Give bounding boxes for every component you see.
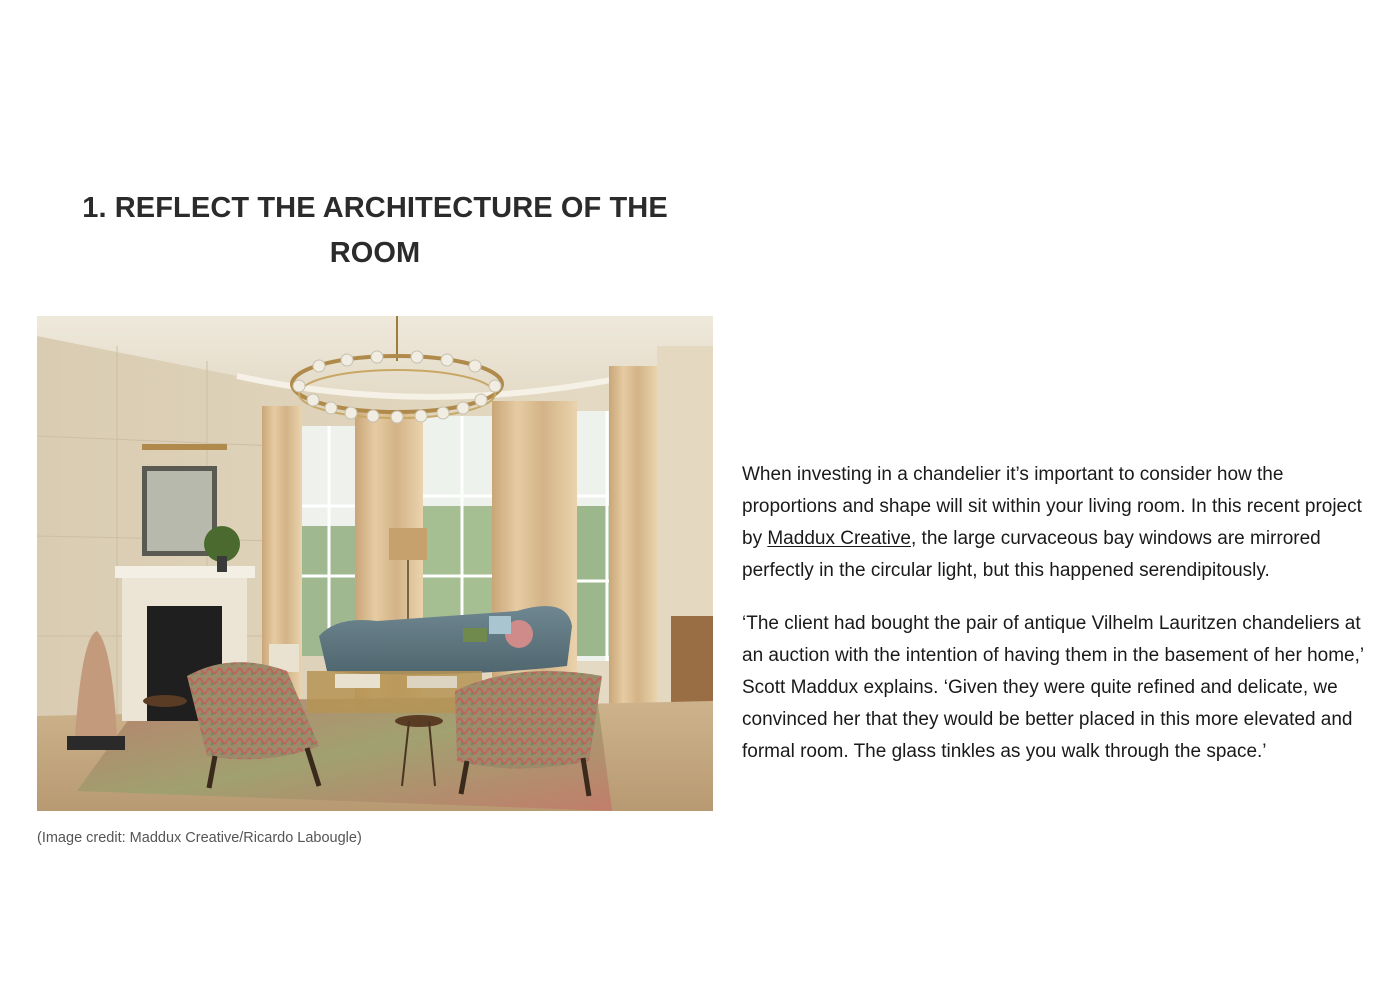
paragraph-1-text-start: When investing in a chandelier it’s important to consider how the proportions and shape will sit within your living room. In this recent project by	[742, 464, 1362, 549]
paragraph-2: ‘The client had bought the pair of antique Vilhelm Lauritzen chandeliers at an auction with the intention of having them in the basement of her home,’ Scott Maddux explains. ‘Given they were quite refined and delicate, we convinced her that they would be better placed in this more elevated and formal room. The glass tinkles as you walk through the space.’	[742, 613, 1364, 762]
section-heading: 1. REFLECT THE ARCHITECTURE OF THE ROOM	[82, 192, 668, 269]
article-body	[742, 459, 1377, 789]
paragraph-1	[742, 459, 1377, 587]
image-credit-caption: (Image credit: Maddux Creative/Ricardo Labougle)	[37, 830, 362, 846]
living-room-photo	[37, 316, 713, 811]
paragraph-1-text-end: , the large curvaceous bay windows are mirrored perfectly in the circular light, but this happened serendipitously.	[742, 528, 1321, 581]
maddux-creative-link[interactable]: Maddux Creative	[767, 528, 911, 549]
